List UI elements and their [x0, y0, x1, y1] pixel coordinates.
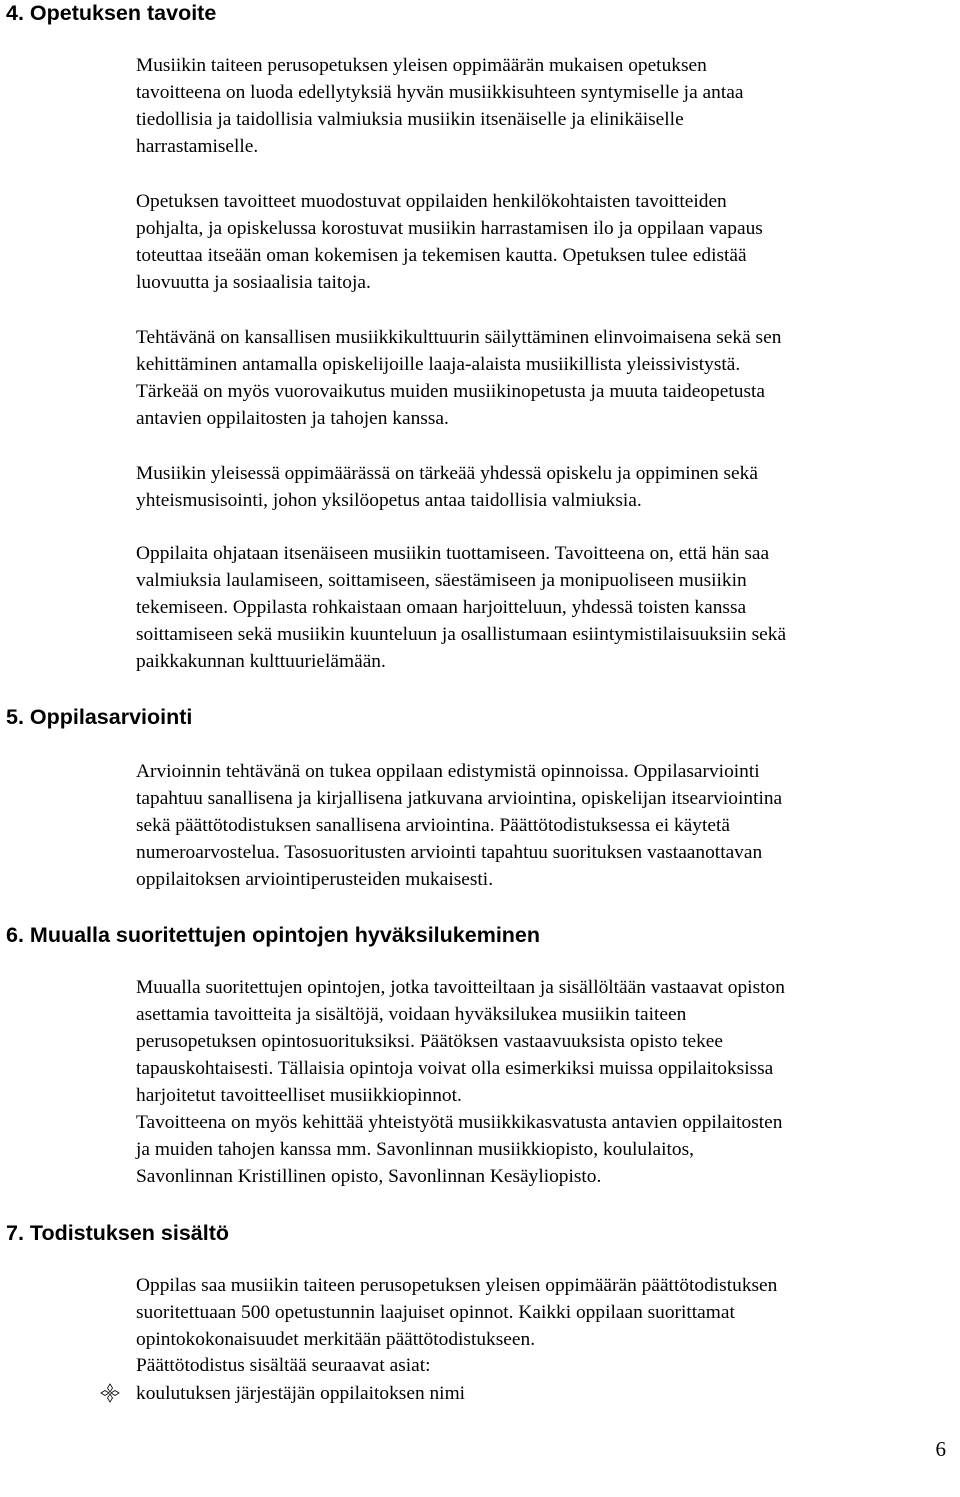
text-line: Musiikin taiteen perusopetuksen yleisen oppimäärän mukaisen opetuksen [136, 55, 707, 76]
text-line: Tärkeää on myös vuorovaikutus muiden musiikinopetusta ja muuta taideopetusta [136, 381, 765, 402]
text-line: perusopetuksen opintosuorituksiksi. Päätöksen vastaavuuksista opisto tekee [136, 1031, 724, 1052]
paragraph [136, 324, 956, 432]
list-item-text: koulutuksen järjestäjän oppilaitoksen nimi [136, 1383, 466, 1404]
text-line: yhteismusisointi, johon yksilöopetus antaa taidollisia valmiuksia. [136, 490, 642, 511]
heading-opetuksen-tavoite: 4. Opetuksen tavoite [6, 1, 217, 25]
text-line: kehittäminen antamalla opiskelijoille laaja-alaista musiikillista yleissivistystä. [136, 354, 741, 375]
paragraph [136, 460, 956, 514]
four-diamond-bullet-icon [100, 1383, 120, 1403]
text-line: antavien oppilaitosten ja tahojen kanssa. [136, 408, 449, 429]
text-line: Oppilaita ohjataan itsenäiseen musiikin tuottamiseen. Tavoitteena on, että hän saa [136, 543, 770, 564]
text-line: ja muiden tahojen kanssa mm. Savonlinnan musiikkiopisto, koululaitos, [136, 1139, 694, 1160]
text-line: oppilaitoksen arviointiperusteiden mukaisesti. [136, 869, 494, 890]
text-line: tiedollisia ja taidollisia valmiuksia musiikin itsenäiselle ja elinikäiselle [136, 109, 684, 130]
text-line: soittamiseen sekä musiikin kuunteluun ja osallistumaan esiintymistilaisuuksiin sekä [136, 624, 787, 645]
text-line: asettamia tavoitteita ja sisältöjä, voidaan hyväksilukea musiikin taiteen [136, 1004, 687, 1025]
text-line: Arvioinnin tehtävänä on tukea oppilaan edistymistä opinnoissa. Oppilasarviointi [136, 761, 760, 782]
text-line: Savonlinnan Kristillinen opisto, Savonlinnan Kesäyliopisto. [136, 1166, 602, 1187]
text-line: suoritettuaan 500 opetustunnin laajuiset opinnot. Kaikki oppilaan suorittamat [136, 1302, 735, 1323]
text-line: paikkakunnan kulttuurielämään. [136, 651, 386, 672]
text-line: sekä päättötodistuksen sanallisena arviointina. Päättötodistuksessa ei käytetä [136, 815, 730, 836]
text-line: valmiuksia laulamiseen, soittamiseen, säestämiseen ja monipuoliseen musiikin [136, 570, 747, 591]
text-line: Musiikin yleisessä oppimäärässä on tärkeää yhdessä opiskelu ja oppiminen sekä [136, 463, 758, 484]
text-line: Tavoitteena on myös kehittää yhteistyötä musiikkikasvatusta antavien oppilaitosten [136, 1112, 783, 1133]
heading-oppilasarviointi: 5. Oppilasarviointi [6, 705, 193, 729]
text-line: harjoitetut tavoitteelliset musiikkiopinnot. [136, 1085, 462, 1106]
page-number: 6 [935, 1437, 946, 1461]
text-line: Muualla suoritettujen opintojen, jotka tavoitteiltaan ja sisällöltään vastaavat opiston [136, 977, 785, 998]
text-line: Päättötodistus sisältää seuraavat asiat: [136, 1355, 431, 1376]
text-line: numeroarvostelua. Tasosuoritusten arviointi tapahtuu suorituksen vastaanottavan [136, 842, 763, 863]
text-line: harrastamiselle. [136, 136, 259, 157]
text-line: tapahtuu sanallisena ja kirjallisena jatkuvana arviointina, opiskelijan itsearviointina [136, 788, 783, 809]
paragraph [136, 974, 956, 1190]
text-line: luovuutta ja sosiaalisia taitoja. [136, 272, 371, 293]
text-line: Opetuksen tavoitteet muodostuvat oppilaiden henkilökohtaisten tavoitteiden [136, 191, 727, 212]
text-line: opintokokonaisuudet merkitään päättötodistukseen. [136, 1329, 536, 1350]
text-line: tavoitteena on luoda edellytyksiä hyvän musiikkisuhteen syntymiselle ja antaa [136, 82, 744, 103]
paragraph [136, 52, 956, 160]
paragraph [136, 540, 956, 675]
paragraph [136, 188, 956, 296]
heading-todistuksen-sisalto: 7. Todistuksen sisältö [6, 1221, 230, 1245]
text-line: toteuttaa itseään oman kokemisen ja tekemisen kautta. Opetuksen tulee edistää [136, 245, 747, 266]
paragraph [136, 758, 956, 893]
text-line: pohjalta, ja opiskelussa korostuvat musiikin harrastamisen ilo ja oppilaan vapaus [136, 218, 763, 239]
text-line: Tehtävänä on kansallisen musiikkikulttuurin säilyttäminen elinvoimaisena sekä sen [136, 327, 782, 348]
text-line: Oppilas saa musiikin taiteen perusopetuksen yleisen oppimäärän päättötodistuksen [136, 1275, 778, 1296]
text-line: tekemiseen. Oppilasta rohkaistaan omaan harjoitteluun, yhdessä toisten kanssa [136, 597, 747, 618]
paragraph [136, 1352, 956, 1379]
paragraph [136, 1272, 956, 1353]
heading-muualla-suoritettujen: 6. Muualla suoritettujen opintojen hyväksilukeminen [6, 923, 541, 947]
text-line: tapauskohtaisesti. Tällaisia opintoja voivat olla esimerkiksi muissa oppilaitoksissa [136, 1058, 774, 1079]
